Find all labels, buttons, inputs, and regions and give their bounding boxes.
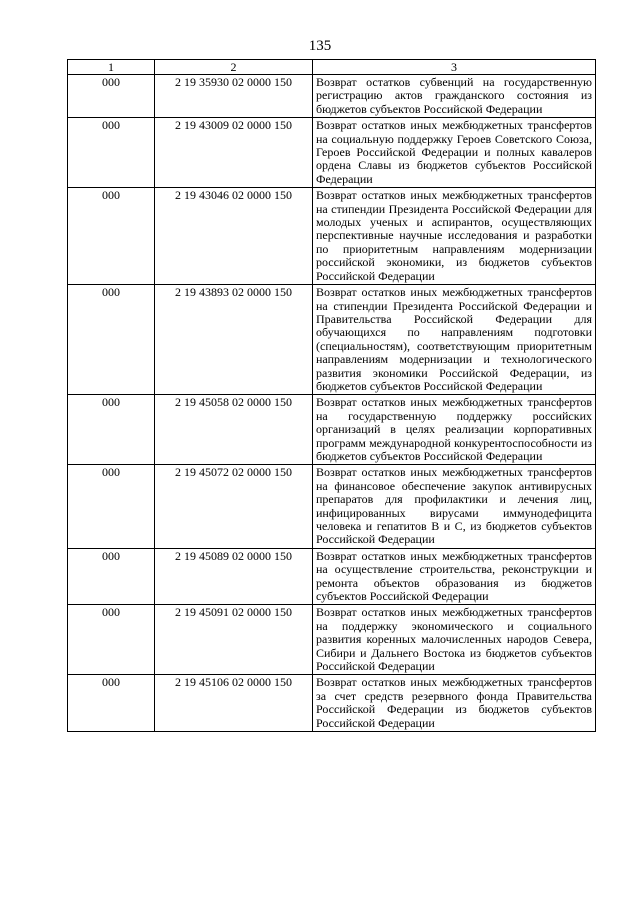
- revenue-name-cell: Возврат остатков иных межбюджетных трансфертов на социальную поддержку Героев Советского Союза, Героев Российской Федерации и полных кавалеров ордена Славы из бюджетов субъектов Российской Федерации: [313, 118, 596, 188]
- admin-code-cell: 000: [68, 605, 155, 675]
- kbk-code-cell: 2 19 35930 02 0000 150: [155, 75, 313, 118]
- table-header-row: [68, 60, 596, 75]
- page-number: 135: [308, 38, 332, 54]
- revenue-name-cell: Возврат остатков иных межбюджетных трансфертов на государственную поддержку российских организаций в целях реализации корпоративных программ международной конкурентоспособности из бюджетов субъектов Российской Федерации: [313, 395, 596, 465]
- admin-code-cell: 000: [68, 395, 155, 465]
- admin-code-cell: 000: [68, 118, 155, 188]
- table-row: [68, 465, 596, 548]
- table-row: [68, 548, 596, 605]
- revenue-name-cell: Возврат остатков субвенций на государственную регистрацию актов гражданского состояния из бюджетов субъектов Российской Федерации: [313, 75, 596, 118]
- revenue-name-cell: Возврат остатков иных межбюджетных трансфертов за счет средств резервного фонда Правительства Российской Федерации из бюджетов субъектов Российской Федерации: [313, 675, 596, 732]
- revenue-name-cell: Возврат остатков иных межбюджетных трансфертов на финансовое обеспечение закупок антивирусных препаратов для профилактики и лечения лиц, инфицированных вирусами иммунодефицита человека и гепатитов B и C, из бюджетов субъектов Российской Федерации: [313, 465, 596, 548]
- revenue-name-cell: Возврат остатков иных межбюджетных трансфертов на поддержку экономического и социального развития коренных малочисленных народов Севера, Сибири и Дальнего Востока из бюджетов субъектов Российской Федерации: [313, 605, 596, 675]
- kbk-code-cell: 2 19 45072 02 0000 150: [155, 465, 313, 548]
- admin-code-cell: 000: [68, 465, 155, 548]
- column-header-3: 3: [313, 60, 596, 75]
- table-row: [68, 395, 596, 465]
- admin-code-cell: 000: [68, 548, 155, 605]
- table-row: [68, 118, 596, 188]
- column-header-1: 1: [68, 60, 155, 75]
- kbk-code-cell: 2 19 45089 02 0000 150: [155, 548, 313, 605]
- kbk-code-cell: 2 19 45091 02 0000 150: [155, 605, 313, 675]
- admin-code-cell: 000: [68, 675, 155, 732]
- table-row: [68, 188, 596, 285]
- kbk-code-cell: 2 19 45106 02 0000 150: [155, 675, 313, 732]
- kbk-code-cell: 2 19 45058 02 0000 150: [155, 395, 313, 465]
- budget-classification-table: [67, 59, 596, 732]
- kbk-code-cell: 2 19 43893 02 0000 150: [155, 285, 313, 395]
- table-row: [68, 75, 596, 118]
- revenue-name-cell: Возврат остатков иных межбюджетных трансфертов на осуществление строительства, реконструкции и ремонта объектов образования из бюджетов субъектов Российской Федерации: [313, 548, 596, 605]
- admin-code-cell: 000: [68, 285, 155, 395]
- admin-code-cell: 000: [68, 188, 155, 285]
- kbk-code-cell: 2 19 43046 02 0000 150: [155, 188, 313, 285]
- table-row: [68, 675, 596, 732]
- table-row: [68, 285, 596, 395]
- admin-code-cell: 000: [68, 75, 155, 118]
- revenue-name-cell: Возврат остатков иных межбюджетных трансфертов на стипендии Президента Российской Федерации для молодых ученых и аспирантов, осуществляющих перспективные научные исследования и разработки по приоритетным направлениям модернизации российской экономики, из бюджетов субъектов Российской Федерации: [313, 188, 596, 285]
- column-header-2: 2: [155, 60, 313, 75]
- revenue-name-cell: Возврат остатков иных межбюджетных трансфертов на стипендии Президента Российской Федерации и Правительства Российской Федерации для обучающихся по направлениям подготовки (специальностям), соответствующим приоритетным направлениям модернизации и технологического развития экономики Российской Федерации, из бюджетов субъектов Российской Федерации: [313, 285, 596, 395]
- table-row: [68, 605, 596, 675]
- kbk-code-cell: 2 19 43009 02 0000 150: [155, 118, 313, 188]
